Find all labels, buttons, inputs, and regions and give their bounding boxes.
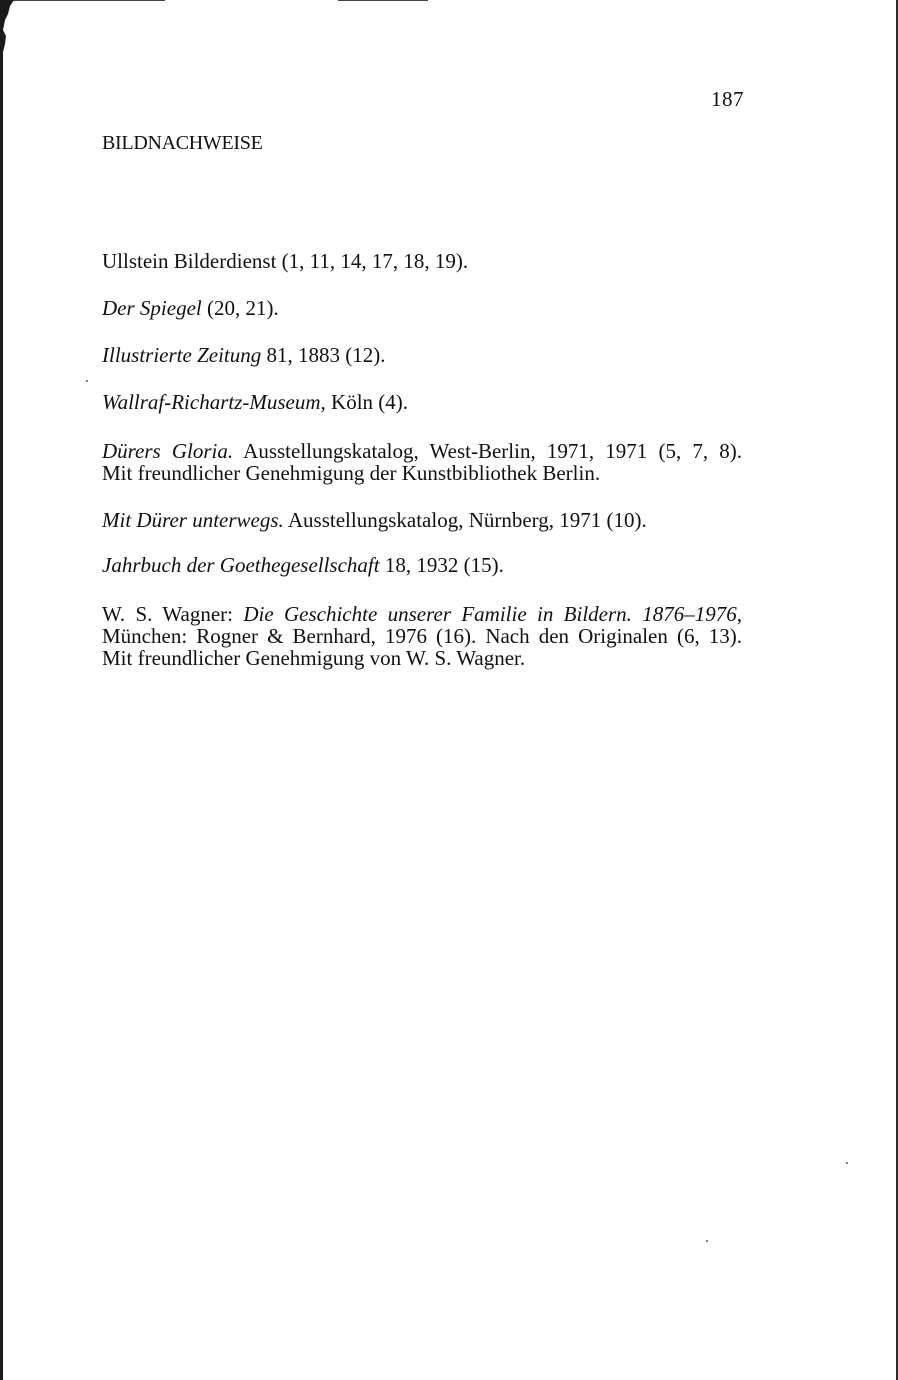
credit-detail: 81, 1883 (12). xyxy=(261,343,386,367)
scan-edge-left xyxy=(0,0,3,1380)
credit-source-title: Illustrierte Zeitung xyxy=(102,343,262,367)
credit-detail: Ausstellungskatalog, West-Berlin, 1971, 1971 (5, 7, 8). xyxy=(233,439,743,463)
scan-speck xyxy=(846,1162,848,1164)
credit-entry xyxy=(102,603,742,669)
page-number: 187 xyxy=(711,87,744,111)
credit-source-title: Wallraf-Richartz-Museum, xyxy=(102,390,326,414)
credit-entry xyxy=(102,391,742,413)
credit-detail: München: Rogner & Bernhard, 1976 (16). Nach den Originalen (6, 13). xyxy=(102,624,742,648)
credit-source-title: Der Spiegel xyxy=(102,296,202,320)
credit-entry xyxy=(102,344,742,366)
scan-edge-top xyxy=(0,0,165,1)
credit-source-title: Die Geschichte unserer Familie in Bildern. 1876–1976, xyxy=(243,602,742,626)
scan-edge-top xyxy=(338,0,428,1)
credit-source-title: Dürers Gloria. xyxy=(102,439,234,463)
credit-detail: 18, 1932 (15). xyxy=(379,553,504,577)
credit-detail: (20, 21). xyxy=(201,296,279,320)
page-title: BILDNACHWEISE xyxy=(102,132,263,154)
credit-note: Mit freundlicher Genehmigung der Kunstbibliothek Berlin. xyxy=(102,461,601,485)
scan-speck xyxy=(86,380,88,382)
credit-entry xyxy=(102,440,742,484)
credit-author: W. S. Wagner: xyxy=(102,602,244,626)
credit-detail: Ausstellungskatalog, Nürnberg, 1971 (10). xyxy=(283,508,647,532)
credit-entry xyxy=(102,250,742,272)
scan-speck xyxy=(706,1240,708,1242)
credit-text: Ullstein Bilderdienst (1, 11, 14, 17, 18, 19). xyxy=(102,249,469,273)
credit-note: Mit freundlicher Genehmigung von W. S. Wagner. xyxy=(102,646,526,670)
credit-detail: Köln (4). xyxy=(325,390,409,414)
credit-entry xyxy=(102,509,742,531)
credit-source-title: Jahrbuch der Goethegesellschaft xyxy=(102,553,380,577)
credit-entry xyxy=(102,554,742,576)
scan-corner-mark xyxy=(0,0,14,60)
credit-source-title: Mit Dürer unterwegs. xyxy=(102,508,284,532)
credit-entry xyxy=(102,297,742,319)
